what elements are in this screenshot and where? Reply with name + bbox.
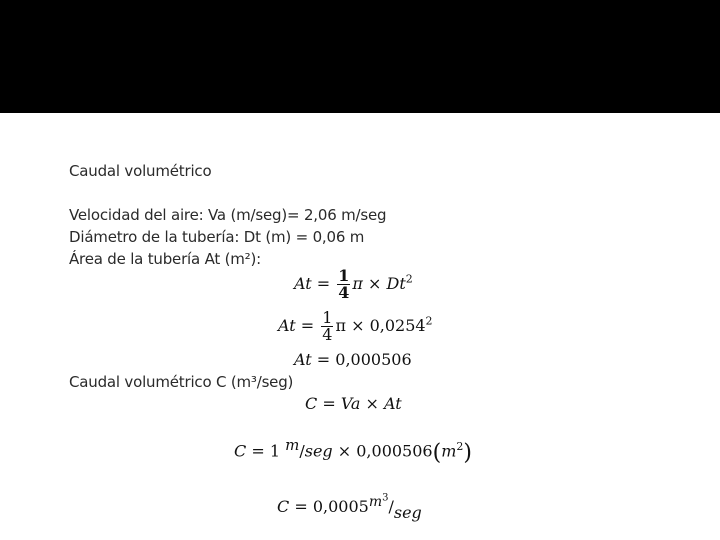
eq-lhs: C — [277, 496, 290, 516]
unit-den: seg — [393, 502, 422, 522]
eq-lhs: At — [294, 350, 312, 369]
frac-den: 4 — [322, 325, 333, 344]
area-line: Área de la tubería At (m²): — [69, 250, 261, 268]
eq-mult: × 0,000506 — [337, 441, 433, 461]
equation-flow-formula: C = Va × At — [305, 394, 402, 413]
equation-area-formula: At = $\frac{1}{4}$ $\pi \times Dt^2$ — [294, 266, 413, 302]
eq-lhs: C — [234, 441, 247, 461]
eq-exp: 2 — [425, 314, 433, 328]
title-bar — [0, 0, 720, 113]
section-heading: Caudal volumétrico — [69, 162, 212, 180]
eq-value: 0,0005 — [312, 496, 369, 516]
unit-num-exp: 3 — [382, 492, 389, 503]
eq-value: 0,000506 — [335, 350, 412, 369]
diameter-line: Diámetro de la tubería: Dt (m) = 0,06 m — [69, 228, 365, 246]
flow-line: Caudal volumétrico C (m³/seg) — [69, 373, 294, 391]
eq-rest: π × Dt — [352, 274, 406, 293]
equation-area-substitution: At = $\frac{1}{4}$ $\pi \times 0,0254^2$ — [278, 308, 433, 344]
unit-den: seg — [304, 441, 333, 461]
eq-rest: π × 0,0254 — [335, 316, 426, 335]
equation-flow-substitution: C = 1 $^m/seg \times 0,000506(m^2)$ — [234, 436, 472, 466]
frac-num: 1 — [338, 266, 350, 285]
unit-num: m — [285, 436, 300, 454]
velocity-line: Velocidad del aire: Va (m/seg)= 2,06 m/seg — [69, 206, 387, 224]
frac-num: 1 — [322, 308, 333, 327]
equation-area-result: At = 0,000506 — [294, 350, 412, 369]
eq-rhs: Va × At — [340, 394, 402, 413]
frac-den: 4 — [338, 283, 350, 302]
eq-lhs: C — [305, 394, 318, 413]
equation-flow-result: $C = 0,0005^{m^3}$/seg — [277, 492, 422, 522]
eq-lhs: At — [278, 316, 296, 335]
eq-lhs: At — [294, 274, 312, 293]
unit2: m — [441, 441, 457, 461]
eq-coef: 1 — [269, 441, 281, 461]
unit2-exp: 2 — [456, 440, 464, 453]
eq-exp: 2 — [405, 272, 413, 286]
unit-num: m — [368, 493, 383, 510]
